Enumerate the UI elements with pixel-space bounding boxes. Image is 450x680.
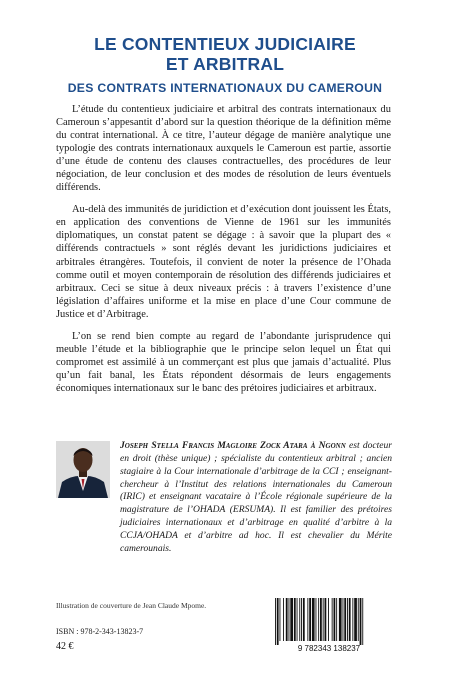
barcode-bar [352, 598, 353, 641]
barcode-bar [316, 598, 317, 641]
author-name-first: Joseph Stella Francis Magloire [120, 440, 257, 451]
author-photo [56, 441, 110, 498]
barcode-bar [309, 598, 311, 641]
barcode-bar [358, 598, 359, 641]
barcode-bar [325, 598, 327, 641]
barcode-bar [277, 598, 279, 645]
barcode-bar [360, 598, 362, 645]
barcode-bar [318, 598, 319, 641]
cover-illustration-credit: Illustration de couverture de Jean Claude Mpome. [56, 601, 207, 610]
barcode-bar [336, 598, 337, 641]
book-title-line-1: LE CONTENTIEUX JUDICIAIRE [94, 34, 356, 54]
author-name-last: Zock Atara à Ngonn [260, 440, 346, 451]
barcode-bar [323, 598, 324, 641]
back-cover-summary [56, 103, 391, 404]
book-title-line-2: ET ARBITRAL [165, 54, 285, 74]
price: 42 € [56, 641, 74, 652]
book-subtitle: DES CONTRATS INTERNATIONAUX DU CAMEROUN [67, 81, 383, 95]
barcode-bar [297, 598, 298, 641]
barcode-bar [334, 598, 336, 641]
summary-paragraph-1: L’étude du contentieux judiciaire et arbitral des contrats internationaux du Cameroun s’appesantit d’abord sur la question théorique de la définition même du contrat international. À ce titre, l’auteur dégage de manière analytique une typologie des contrats internationaux auxquels le Cameroun est partie, assortie d’une étude de contenu des clauses contractuelles, des procédures de leur négociation, de leur conclusion et des modes de résolution de leurs éventuels différends. [56, 104, 391, 194]
barcode-bar [299, 598, 300, 641]
barcode-bar [303, 598, 305, 641]
author-bio-text: est docteur en droit (thèse unique) ; spécialiste du contentieux arbitral ; ancien stagiaire à la Cour internationale d’arbitrage de la CCI ; enseignant-chercheur à l’Institut des relations internationales du Cameroun (IRIC) et enseignant vacataire à l’École régionale supérieure de la magistrature de l’OHADA (ERSUMA). Il est familier des prétoires judiciaires internationaux et d’arbitrage en qualité d’arbitre à la CCJA/OHADA et d’arbitre ad hoc. Il est chevalier du Mérite camerounais. [120, 440, 392, 554]
barcode-bar [307, 598, 308, 641]
isbn: ISBN : 978-2-343-13823-7 [56, 627, 144, 636]
barcode-bar [283, 598, 284, 641]
barcode-bar [320, 598, 322, 641]
isbn-barcode [265, 596, 393, 654]
summary-paragraph-3: L’on se rend bien compte au regard de l’abondante jurisprudence qui meuble l’étude et la bibliographie que le principe selon lequel un État qui compromet est assimilé à un commerçant est plus que jamais d’actualité. Plus qu’un fait banal, les États répondent désormais de leurs engagements économiques internationaux sur le banc des prétoires judiciaires et arbitraux. [56, 330, 391, 394]
barcode-bar [344, 598, 346, 641]
barcode-bar [290, 598, 293, 641]
barcode-bar [312, 598, 315, 641]
summary-paragraph-2: Au-delà des immunités de juridiction et d’exécution dont jouissent les États, en application des conventions de Vienne de 1961 sur les immunités diplomatiques, un constat patent se dégage : à savoir que la plupart des « différends contractuels » sont réglés devant les juridictions judiciaires et arbitrales étrangères. Toutefois, il convient de noter la présence de l’Ohada comme outil et moyen contemporain de résolution des différends judiciaires et arbitraux. Ceci se situe à deux niveaux précis : à travers l’existence d’une législation d’affaires uniforme et la mise en place d’une Cour commune de Justice et d’Arbitrage. [56, 204, 391, 320]
barcode-bar [286, 598, 288, 641]
barcode-bar [362, 598, 363, 645]
barcode-icon [265, 596, 393, 654]
barcode-bar [280, 598, 281, 641]
barcode-bar [328, 598, 329, 641]
barcode-digits: 9 782343 138237 [297, 644, 361, 653]
author-portrait-icon [56, 441, 110, 498]
barcode-bar [343, 598, 344, 641]
barcode-bar [349, 598, 351, 641]
barcode-bar [294, 598, 296, 641]
barcode-bar [332, 598, 333, 641]
barcode-bar [275, 598, 276, 645]
barcode-bar [301, 598, 302, 641]
barcode-bar [339, 598, 342, 641]
barcode-bar [347, 598, 348, 641]
barcode-bar [289, 598, 290, 641]
barcode-bar [354, 598, 357, 641]
author-biography [120, 440, 392, 556]
